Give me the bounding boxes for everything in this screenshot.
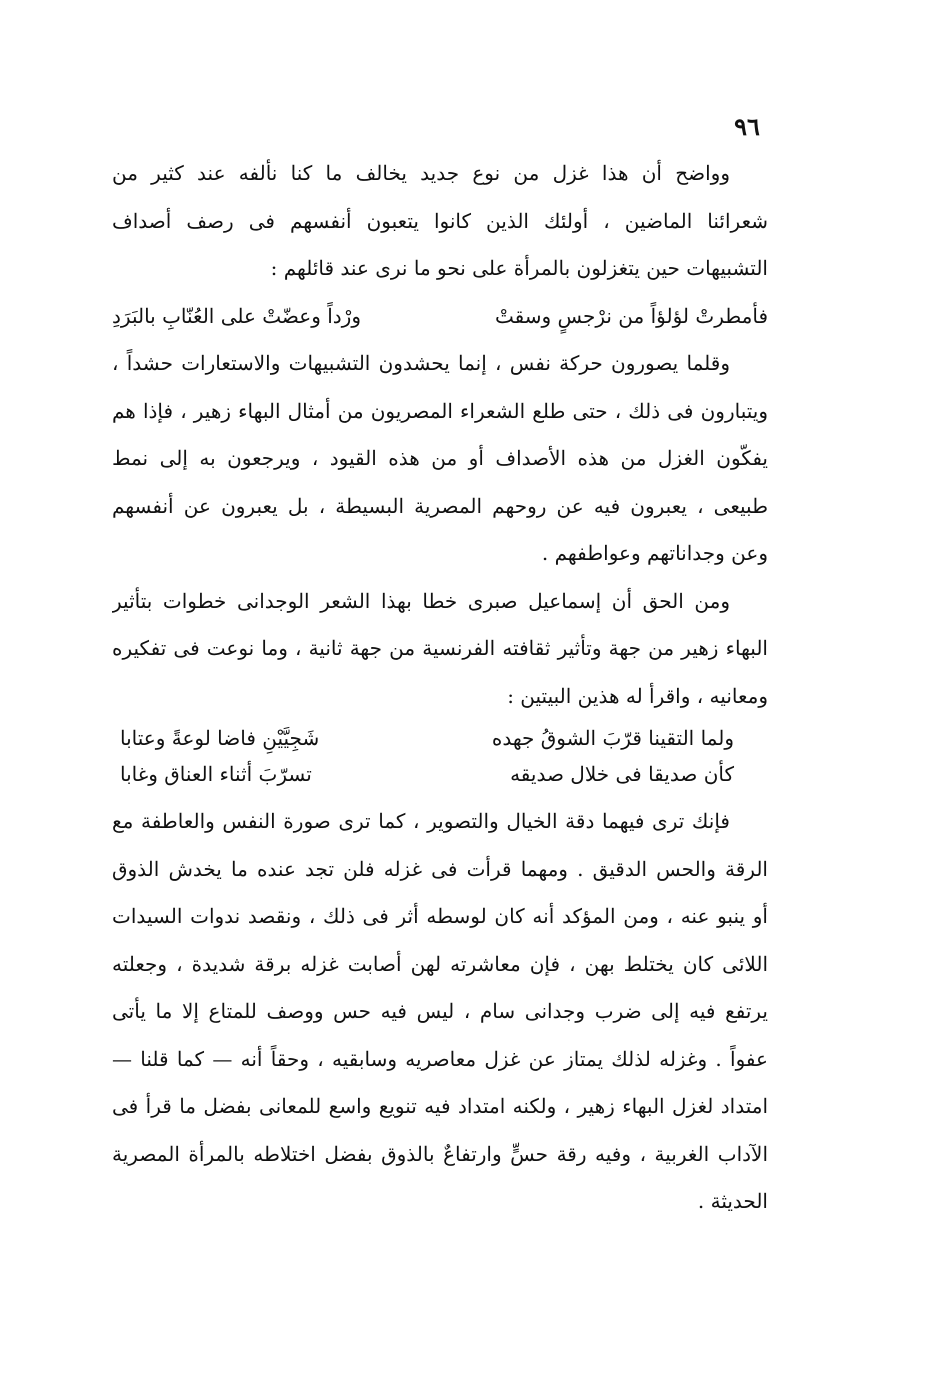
text-line: عفواً . وغزله لذلك يمتاز عن غزل معاصريه وسابقيه ، وحقاً أنه — كما قلنا — xyxy=(112,1046,768,1071)
poem-verse xyxy=(112,293,768,341)
text-line: يرتفع فيه إلى ضرب وجدانى سام ، ليس فيه حس ووصف للمتاع إلا ما يأتى xyxy=(112,999,768,1023)
page-body xyxy=(112,150,768,1226)
text-line: البهاء زهير من جهة وتأثير ثقافته الفرنسية من جهة ثانية ، وما نوعت فى تفكيره xyxy=(112,636,768,660)
text-line: وقلما يصورون حركة نفس ، إنما يحشدون التشبيهات والاستعارات حشداً ، xyxy=(112,351,730,375)
text-line: امتداد لغزل البهاء زهير ، ولكنه امتداد فيه تنويع واسع للمعانى بفضل ما قرأ فى xyxy=(112,1094,768,1118)
verse-first-hemistich: ولما التقينا قرّبَ الشوقُ جهده xyxy=(491,726,734,750)
text-line: وواضح أن هذا غزل من نوع جديد يخالف ما كنا نألفه عند كثير من xyxy=(112,161,730,185)
text-line: الرقة والحس الدقيق . ومهما قرأت فى غزله فلن تجد عنده ما يخدش الذوق xyxy=(112,856,768,881)
verse-second-hemistich: تسرّبَ أثناء العناق وغابا xyxy=(120,762,312,786)
text-line: يفكّون الغزل من هذه الأصداف أو من هذه القيود ، ويرجعون به إلى نمط xyxy=(112,446,768,470)
verse-first-hemistich: كأن صديقا فى خلال صديقه xyxy=(510,762,734,786)
text-line: ومعانيه ، واقرأ له هذين البيتين : xyxy=(507,683,768,708)
verse-first-hemistich: فأمطرتْ لؤلؤاً من نرْجسٍ وسقتْ xyxy=(494,303,768,328)
text-line: أو ينبو عنه ، ومن المؤكد أنه كان لوسطه أثر فى ذلك ، ونقصد ندوات السيدات xyxy=(112,904,768,928)
text-line: ومن الحق أن إسماعيل صبرى خطا بهذا الشعر الوجدانى خطوات بتأثير xyxy=(112,588,730,613)
text-line: فإنك ترى فيهما دقة الخيال والتصوير ، كما ترى صورة النفس والعاطفة مع xyxy=(112,809,730,833)
text-line: التشبيهات حين يتغزلون بالمرأة على نحو ما نرى عند قائلهم : xyxy=(270,256,768,280)
verse-second-hemistich: شَجِيَّيْنِ فاضا لوعةً وعتابا xyxy=(120,726,320,750)
text-line: وعن وجداناتهم وعواطفهم . xyxy=(541,541,768,565)
text-line: ويتبارون فى ذلك ، حتى طلع الشعراء المصريون من أمثال البهاء زهير ، فإذا هم xyxy=(112,398,768,423)
poem-verse xyxy=(112,756,768,792)
page-number: ٩٦ xyxy=(734,112,760,141)
text-line: شعرائنا الماضين ، أولئك الذين كانوا يتعبون أنفسهم فى رصف أصداف xyxy=(112,208,768,233)
text-line: الآداب الغربية ، وفيه رقة حسٍّ وارتفاعٌ بالذوق بفضل اختلاطه بالمرأة المصرية xyxy=(112,1141,768,1166)
text-line: طبيعى ، يعبرون فيه عن روحهم المصرية البسيطة ، بل يعبرون عن أنفسهم xyxy=(112,493,768,518)
text-line: الحديثة . xyxy=(697,1189,768,1213)
text-line: اللائى كان يختلط بهن ، فإن معاشرته لهن أصابت غزله برقة شديدة ، وجعلته xyxy=(112,951,768,976)
verse-second-hemistich: ورْداً وعضّتْ على العُنّابِ بالبَرَدِ xyxy=(112,303,361,328)
poem-verse xyxy=(112,720,768,756)
